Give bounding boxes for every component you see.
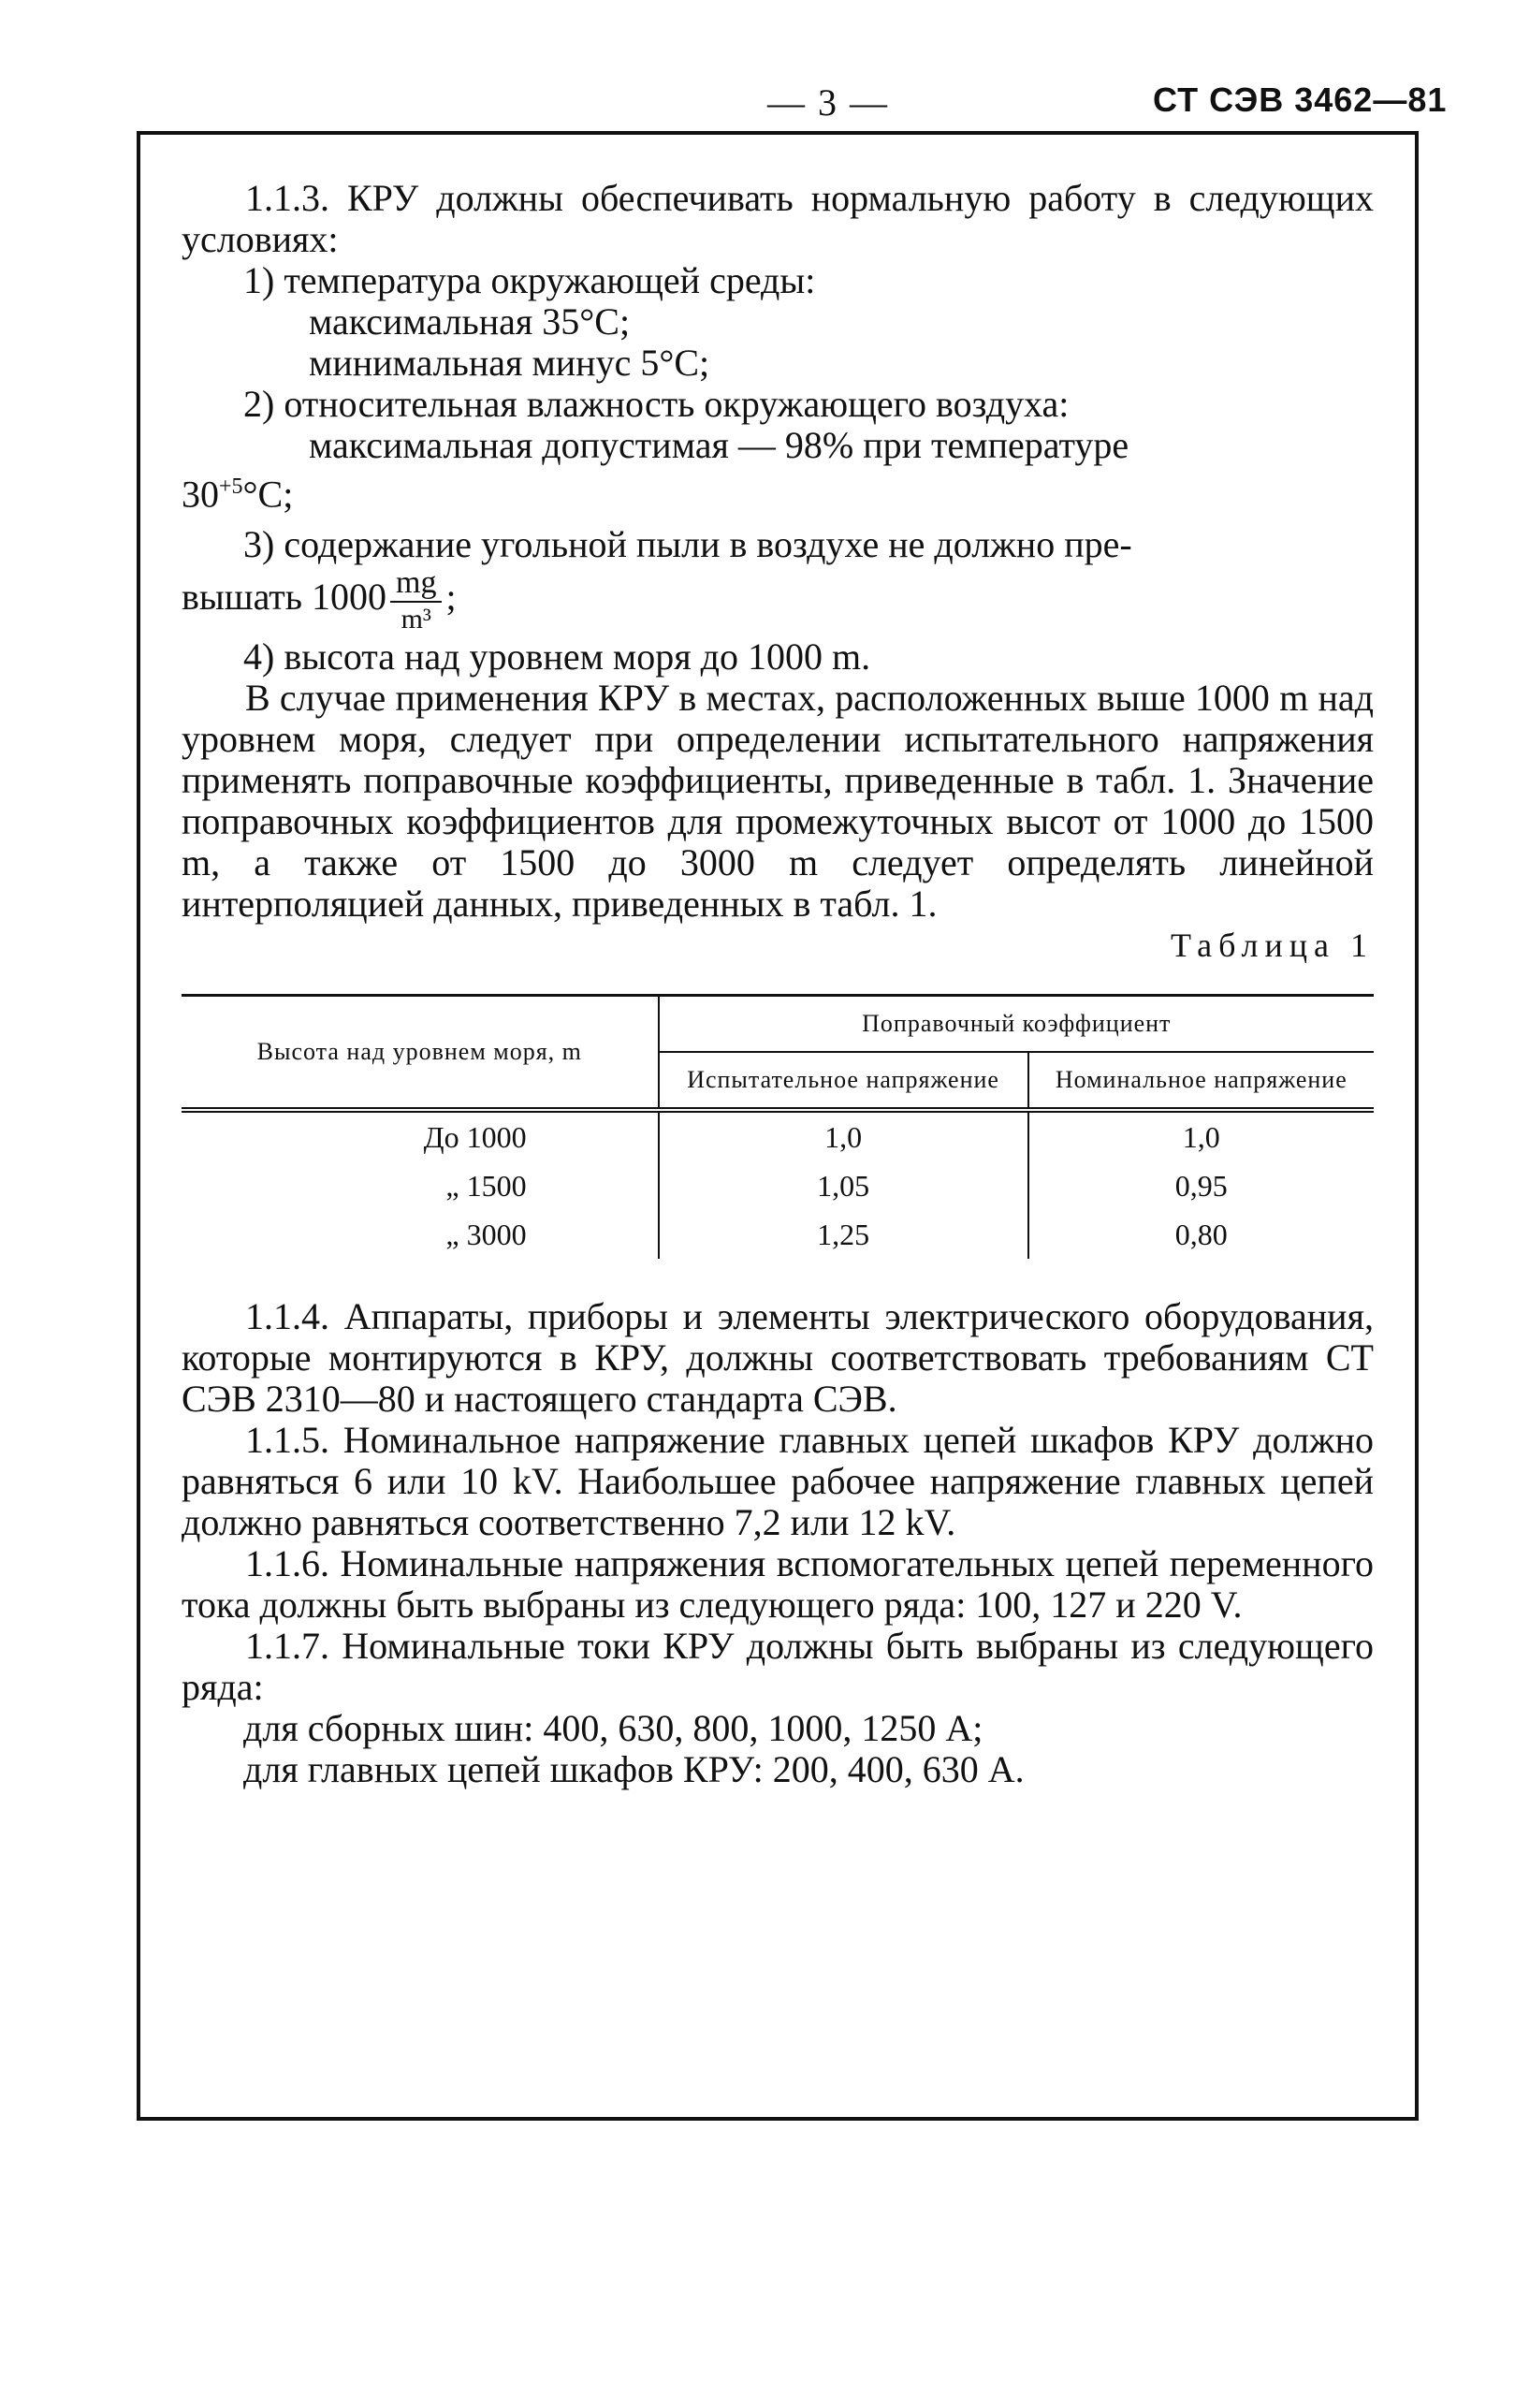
cell-nominal: 0,80: [1028, 1210, 1374, 1259]
paragraph-altitude: В случае применения КРУ в местах, расположенных выше 1000 m над уровнем моря, следует при определении испытательного напряжения применять поправочные коэффициенты, приведенные в табл. 1. Значение поправочных коэффициентов для промежуточных высот от 1000 до 1500 m, а также от 1500 до 3000 m следует определять линейной интерполяцией данных, приведенных в табл. 1.: [182, 677, 1374, 926]
right-frame-line: [1415, 131, 1419, 2121]
col-test-header: Испытательное напряжение: [659, 1052, 1028, 1110]
col-height-header: Высота над уровнем моря, m: [182, 996, 659, 1111]
cell-test: 1,0: [659, 1110, 1028, 1161]
dust-fraction: [390, 565, 442, 636]
item-1-title: 1) температура окружающей среды:: [243, 259, 816, 301]
clause-1-1-7: 1.1.7. Номинальные токи КРУ должны быть выбраны из следующего ряда:: [182, 1625, 1374, 1709]
item-3-line2: [182, 565, 1374, 636]
correction-table: [182, 994, 1374, 1259]
table-row: [182, 1110, 1374, 1161]
item-4: 4) высота над уровнем моря до 1000 m.: [243, 635, 871, 679]
cell-nominal: 1,0: [1028, 1110, 1374, 1161]
top-rule: [137, 131, 1419, 135]
table-row: [182, 1210, 1374, 1259]
table-caption: Таблица 1: [1171, 927, 1374, 965]
cell-height: До 1000: [423, 1120, 527, 1155]
item-3-suffix: ;: [445, 576, 457, 619]
clause-1-1-5: 1.1.5. Номинальное напряжение главных цепей шкафов КРУ должно равняться 6 или 10 kV. Наибольшее рабочее напряжение главных цепей должно равняться соответственно 7,2 или 12 kV.: [182, 1419, 1374, 1544]
fraction-denominator: m³: [401, 604, 431, 635]
clause-1-1-6: 1.1.6. Номинальные напряжения вспомогательных цепей переменного тока должны быть выбраны из следующего ряда: 100, 127 и 220 V.: [182, 1542, 1374, 1627]
cell-test: 1,05: [659, 1161, 1028, 1210]
page-number: — 3 —: [767, 81, 889, 124]
left-frame-line: [137, 131, 140, 2121]
cell-nominal: 0,95: [1028, 1161, 1374, 1210]
clause-1-1-4: 1.1.4. Аппараты, приборы и элементы электрического оборудования, которые монтируются в КРУ, должны соответствовать требованиям СТ СЭВ 2310—80 и настоящего стандарта СЭВ.: [182, 1295, 1374, 1421]
item-1-min: минимальная минус 5°С;: [309, 342, 710, 384]
item-3-prefix: вышать 1000: [182, 576, 387, 619]
cell-height: „ 1500: [445, 1169, 527, 1204]
item-2-temp-unit: °С;: [242, 473, 294, 516]
item-2-title: 2) относительная влажность окружающего воздуха:: [243, 383, 1070, 425]
cell-test: 1,25: [659, 1210, 1028, 1259]
item-2-temp-value: 30: [182, 473, 219, 516]
item-1-max: максимальная 35°С;: [309, 300, 631, 343]
clause-1-1-7-main-circuits: для главных цепей шкафов КРУ: 200, 400, 630 А.: [243, 1748, 1025, 1791]
standard-code: СТ СЭВ 3462—81: [1153, 80, 1448, 119]
item-2-text: максимальная допустимая — 98% при температуре: [309, 424, 1129, 466]
item-2-temperature: [182, 466, 1374, 515]
clause-1-1-7-busbars: для сборных шин: 400, 630, 800, 1000, 1250 А;: [243, 1707, 983, 1750]
clause-1-1-3-intro: 1.1.3. КРУ должны обеспечивать нормальную работу в следующих условиях:: [182, 177, 1374, 260]
bottom-rule: [137, 2117, 1419, 2121]
item-2-temp-sup: +5: [219, 474, 243, 499]
col-group-header: Поправочный коэффициент: [659, 996, 1374, 1053]
fraction-numerator: mg: [390, 565, 442, 603]
col-nominal-header: Номинальное напряжение: [1028, 1052, 1374, 1110]
item-3-line1: 3) содержание угольной пыли в воздухе не должно пре-: [243, 523, 1132, 566]
table-row: [182, 1161, 1374, 1210]
cell-height: „ 3000: [445, 1218, 527, 1252]
document-body: [182, 178, 1374, 1790]
